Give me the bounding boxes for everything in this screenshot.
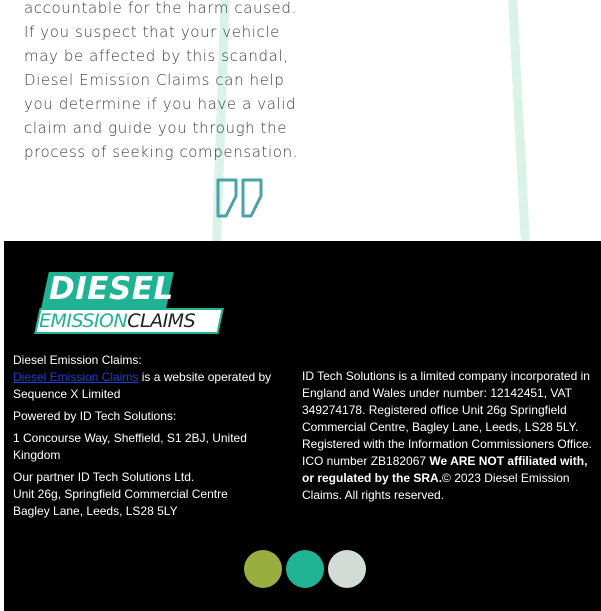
quote-line: you determine if you have a valid <box>24 95 297 113</box>
footer-company-info <box>13 352 281 520</box>
quote-line: accountable for the harm caused. <box>24 0 297 17</box>
address-sheffield: 1 Concourse Way, Sheffield, S1 2BJ, United Kingdom <box>13 431 247 462</box>
quote-line: may be affected by this scandal, <box>24 47 289 65</box>
logo-claims-word: CLAIMS <box>127 310 196 332</box>
operator-statement <box>13 369 281 403</box>
grey-dot <box>328 550 366 588</box>
quote-line: claim and guide you through the <box>24 119 288 137</box>
partner-info <box>13 469 281 520</box>
footer-legal-info <box>302 368 592 504</box>
quote-line: process of seeking compensation. <box>24 143 299 161</box>
powered-by-label: Powered by ID Tech Solutions: <box>13 409 177 423</box>
partner-line: Unit 26g, Springfield Commercial Centre <box>13 487 228 501</box>
operator-text: is a website operated by Sequence X Limited <box>13 370 272 401</box>
logo-emission-word: EMISSION <box>39 310 128 332</box>
quote-mark-icon <box>215 178 265 218</box>
partner-line: Our partner ID Tech Solutions Ltd. <box>13 470 195 484</box>
copyright-text: © 2023 Diesel Emission Claims. All rights reserved. <box>302 471 570 502</box>
legal-text: ID Tech Solutions is a limited company incorporated in England and Wales under number: 12142451, VAT 349274178. Registered office Unit 26g Springfield Commercial Centre, Bagley Lane, Leeds, LS28 5LY. Registered with the Information Commissioners Office. ICO number ZB182067 <box>302 369 592 468</box>
logo-emission-claims-text <box>39 308 223 334</box>
site-footer <box>4 241 601 611</box>
logo-diesel-text: DIESEL <box>49 271 174 307</box>
decorative-stripe <box>508 0 531 241</box>
partner-line: Bagley Lane, Leeds, LS28 5LY <box>13 504 178 518</box>
olive-dot <box>244 550 282 588</box>
testimonial-section <box>0 0 601 241</box>
sra-disclaimer: We ARE NOT affiliated with, or regulated by the SRA. <box>302 454 588 485</box>
quote-line: Diesel Emission Claims can help <box>24 71 285 89</box>
site-logo[interactable] <box>35 271 223 337</box>
footer-heading: Diesel Emission Claims: <box>13 353 142 367</box>
quote-text <box>24 0 299 164</box>
quote-line: If you suspect that your vehicle <box>24 23 280 41</box>
teal-dot <box>286 550 324 588</box>
site-link[interactable]: Diesel Emission Claims <box>13 370 139 384</box>
